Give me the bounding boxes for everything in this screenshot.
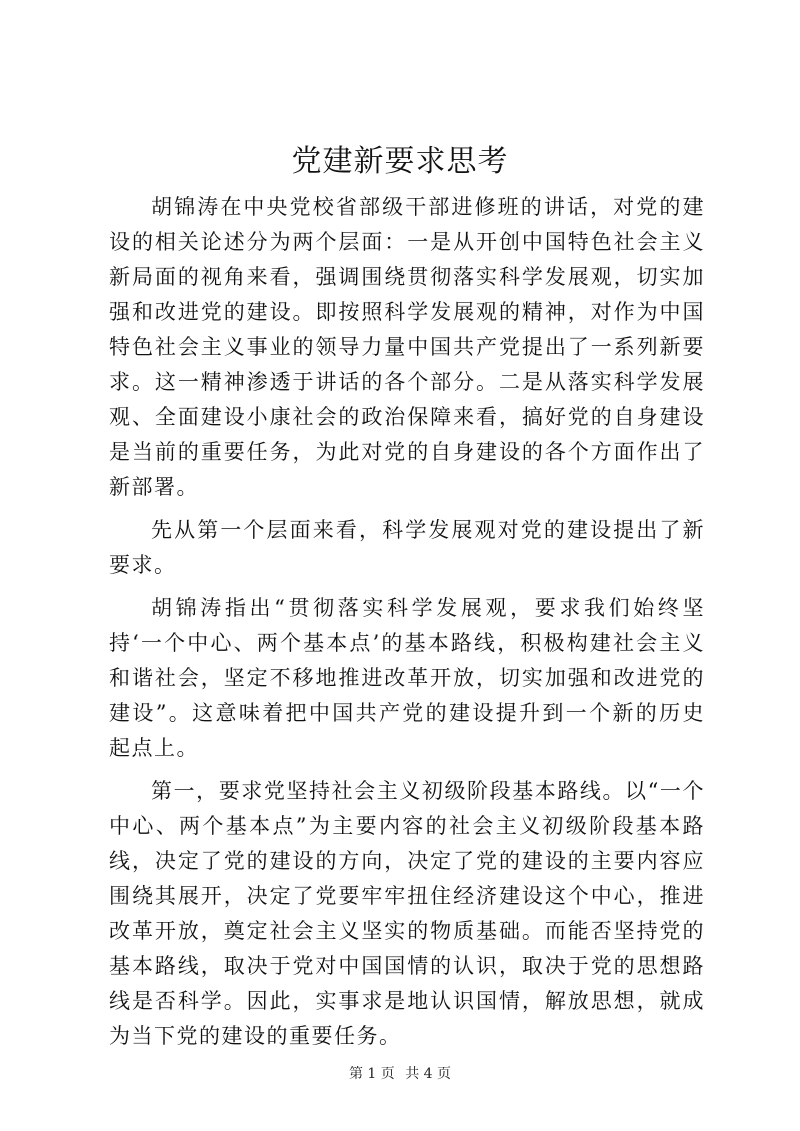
paragraph-1: 胡锦涛在中央党校省部级干部进修班的讲话，对党的建设的相关论述分为两个层面：一是从开创中国特色社会主义新局面的视角来看，强调围绕贯彻落实科学发展观，切实加强和改进党的建设。即按照科学发展观的精神，对作为中国特色社会主义事业的领导力量中国共产党提出了一系列新要求。这一精神渗透于讲话的各个部分。二是从落实科学发展观、全面建设小康社会的政治保障来看，搞好党的自身建设是当前的重要任务，为此对党的自身建设的各个方面作出了新部署。 bbox=[109, 195, 705, 499]
page-footer bbox=[0, 1064, 800, 1084]
paragraph-4: 第一，要求党坚持社会主义初级阶段基本路线。以“一个中心、两个基本点”为主要内容的社会主义初级阶段基本路线，决定了党的建设的方向，决定了党的建设的主要内容应围绕其展开，决定了党要牢牢扭住经济建设这个中心，推进改革开放，奠定社会主义坚实的物质基础。而能否坚持党的基本路线，取决于党对中国国情的认识，取决于党的思想路线是否科学。因此，实事求是地认识国情，解放思想，就成为当下党的建设的重要任务。 bbox=[109, 779, 705, 1048]
paragraph-2: 先从第一个层面来看，科学发展观对党的建设提出了新要求。 bbox=[109, 518, 705, 577]
document-title: 党建新要求思考 bbox=[291, 144, 509, 179]
document-body bbox=[109, 190, 705, 1062]
page-number: 第 1 页 bbox=[348, 1066, 395, 1082]
paragraph-3: 胡锦涛指出“贯彻落实科学发展观，要求我们始终坚持‘一个中心、两个基本点’的基本路线，积极构建社会主义和谐社会，坚定不移地推进改革开放，切实加强和改进党的建设”。这意味着把中国共产党的建设提升到一个新的历史起点上。 bbox=[109, 596, 705, 760]
page-total: 共 4 页 bbox=[405, 1066, 452, 1082]
